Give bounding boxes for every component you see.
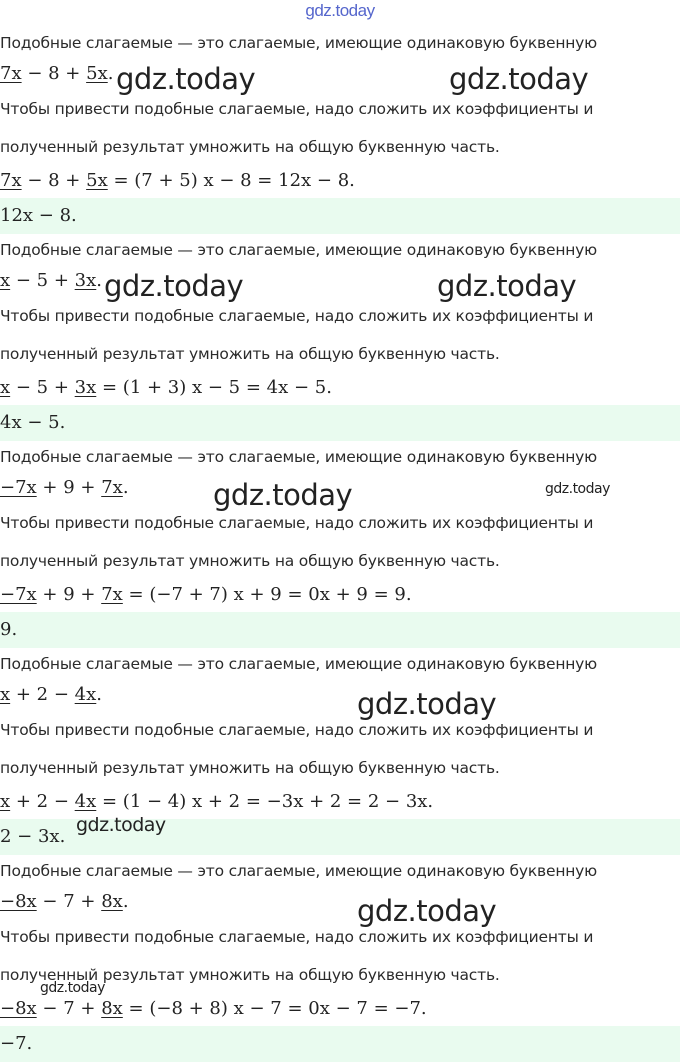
like-term: 5x: [86, 170, 108, 191]
answer-text: 9.: [0, 619, 18, 640]
watermark-text: gdz.today: [437, 269, 577, 303]
solution-rest: = (1 + 3) x − 5 = 4x − 5.: [96, 377, 332, 398]
solution-middle: − 7 +: [36, 998, 102, 1019]
expression-end: .: [107, 63, 114, 84]
definition-text: Подобные слагаемые — это слагаемые, имеющие одинаковую буквенную: [0, 862, 598, 880]
rule-text-line-2: полученный результат умножить на общую буквенную часть.: [0, 552, 500, 570]
solution-rest: = (−8 + 8) x − 7 = 0x − 7 = −7.: [122, 998, 427, 1019]
answer-text: −7.: [0, 1033, 33, 1054]
expression-end: .: [122, 891, 129, 912]
like-term: 8x: [101, 998, 123, 1019]
exercise-section-5: [0, 828, 680, 1054]
definition-text: Подобные слагаемые — это слагаемые, имеющие одинаковую буквенную: [0, 655, 598, 673]
like-term: x: [0, 270, 11, 291]
exercise-section-1: [0, 0, 680, 226]
definition-text: Подобные слагаемые — это слагаемые, имеющие одинаковую буквенную: [0, 241, 598, 259]
expression: [0, 891, 129, 912]
solution-rest: = (7 + 5) x − 8 = 12x − 8.: [107, 170, 355, 191]
watermark-text: gdz.today: [449, 62, 589, 96]
like-term: 8x: [101, 891, 123, 912]
like-term: −8x: [0, 891, 37, 912]
watermark-text: gdz.today: [116, 62, 256, 96]
like-term: −7x: [0, 584, 37, 605]
like-term: 3x: [74, 270, 97, 291]
like-term: 7x: [0, 170, 22, 191]
like-term: x: [0, 684, 11, 705]
exercise-section-3: [0, 414, 680, 640]
expression: [0, 63, 113, 84]
rule-text-line-2: полученный результат умножить на общую буквенную часть.: [0, 759, 500, 777]
rule-text-line-1: Чтобы привести подобные слагаемые, надо сложить их коэффициенты и: [0, 514, 594, 532]
watermark-text: gdz.today: [104, 269, 244, 303]
exercise-section-2: [0, 207, 680, 433]
solution-rest: = (1 − 4) x + 2 = −3x + 2 = 2 − 3x.: [96, 791, 434, 812]
exercise-section-4: [0, 621, 680, 847]
watermark-text: gdz.today: [545, 481, 610, 497]
solution-line: [0, 170, 355, 191]
rule-text-line-1: Чтобы привести подобные слагаемые, надо сложить их коэффициенты и: [0, 721, 594, 739]
rule-text-line-1: Чтобы привести подобные слагаемые, надо сложить их коэффициенты и: [0, 928, 594, 946]
like-term: 5x: [86, 63, 108, 84]
solution-middle: + 9 +: [36, 584, 102, 605]
expression-middle: − 5 +: [10, 270, 75, 291]
rule-text-line-1: Чтобы привести подобные слагаемые, надо сложить их коэффициенты и: [0, 100, 594, 118]
solution-line: [0, 791, 433, 812]
rule-text-line-1: Чтобы привести подобные слагаемые, надо сложить их коэффициенты и: [0, 307, 594, 325]
expression-end: .: [96, 270, 103, 291]
definition-text: Подобные слагаемые — это слагаемые, имеющие одинаковую буквенную: [0, 34, 598, 52]
expression-middle: + 2 −: [10, 684, 75, 705]
solution-rest: = (−7 + 7) x + 9 = 0x + 9 = 9.: [122, 584, 412, 605]
like-term: 7x: [0, 63, 22, 84]
expression-middle: + 9 +: [36, 477, 102, 498]
answer-text: 2 − 3x.: [0, 826, 66, 847]
solution-middle: − 5 +: [10, 377, 75, 398]
like-term: x: [0, 377, 11, 398]
expression: [0, 270, 102, 291]
like-term: −8x: [0, 998, 37, 1019]
solution-middle: + 2 −: [10, 791, 75, 812]
watermark-text: gdz.today: [76, 814, 166, 836]
rule-text-line-2: полученный результат умножить на общую буквенную часть.: [0, 345, 500, 363]
like-term: 3x: [74, 377, 97, 398]
definition-text: Подобные слагаемые — это слагаемые, имеющие одинаковую буквенную: [0, 448, 598, 466]
expression-middle: − 7 +: [36, 891, 102, 912]
like-term: 7x: [101, 584, 123, 605]
rule-text-line-2: полученный результат умножить на общую буквенную часть.: [0, 138, 500, 156]
like-term: 4x: [74, 684, 97, 705]
solution-line: [0, 998, 427, 1019]
watermark-text: gdz.today: [40, 980, 105, 996]
watermark-text: gdz.today: [357, 687, 497, 721]
site-watermark-header: gdz.today: [305, 1, 375, 20]
rule-text-line-2: полученный результат умножить на общую буквенную часть.: [0, 966, 500, 984]
like-term: −7x: [0, 477, 37, 498]
solution-line: [0, 584, 412, 605]
solution-line: [0, 377, 332, 398]
solution-middle: − 8 +: [21, 170, 87, 191]
like-term: 7x: [101, 477, 123, 498]
like-term: x: [0, 791, 11, 812]
expression: [0, 684, 102, 705]
expression: [0, 477, 129, 498]
answer-box: [0, 1026, 680, 1062]
watermark-text: gdz.today: [213, 478, 353, 512]
answer-text: 12x − 8.: [0, 205, 77, 226]
answer-text: 4x − 5.: [0, 412, 66, 433]
expression-end: .: [96, 684, 103, 705]
watermark-text: gdz.today: [357, 894, 497, 928]
like-term: 4x: [74, 791, 97, 812]
expression-middle: − 8 +: [21, 63, 87, 84]
expression-end: .: [122, 477, 129, 498]
